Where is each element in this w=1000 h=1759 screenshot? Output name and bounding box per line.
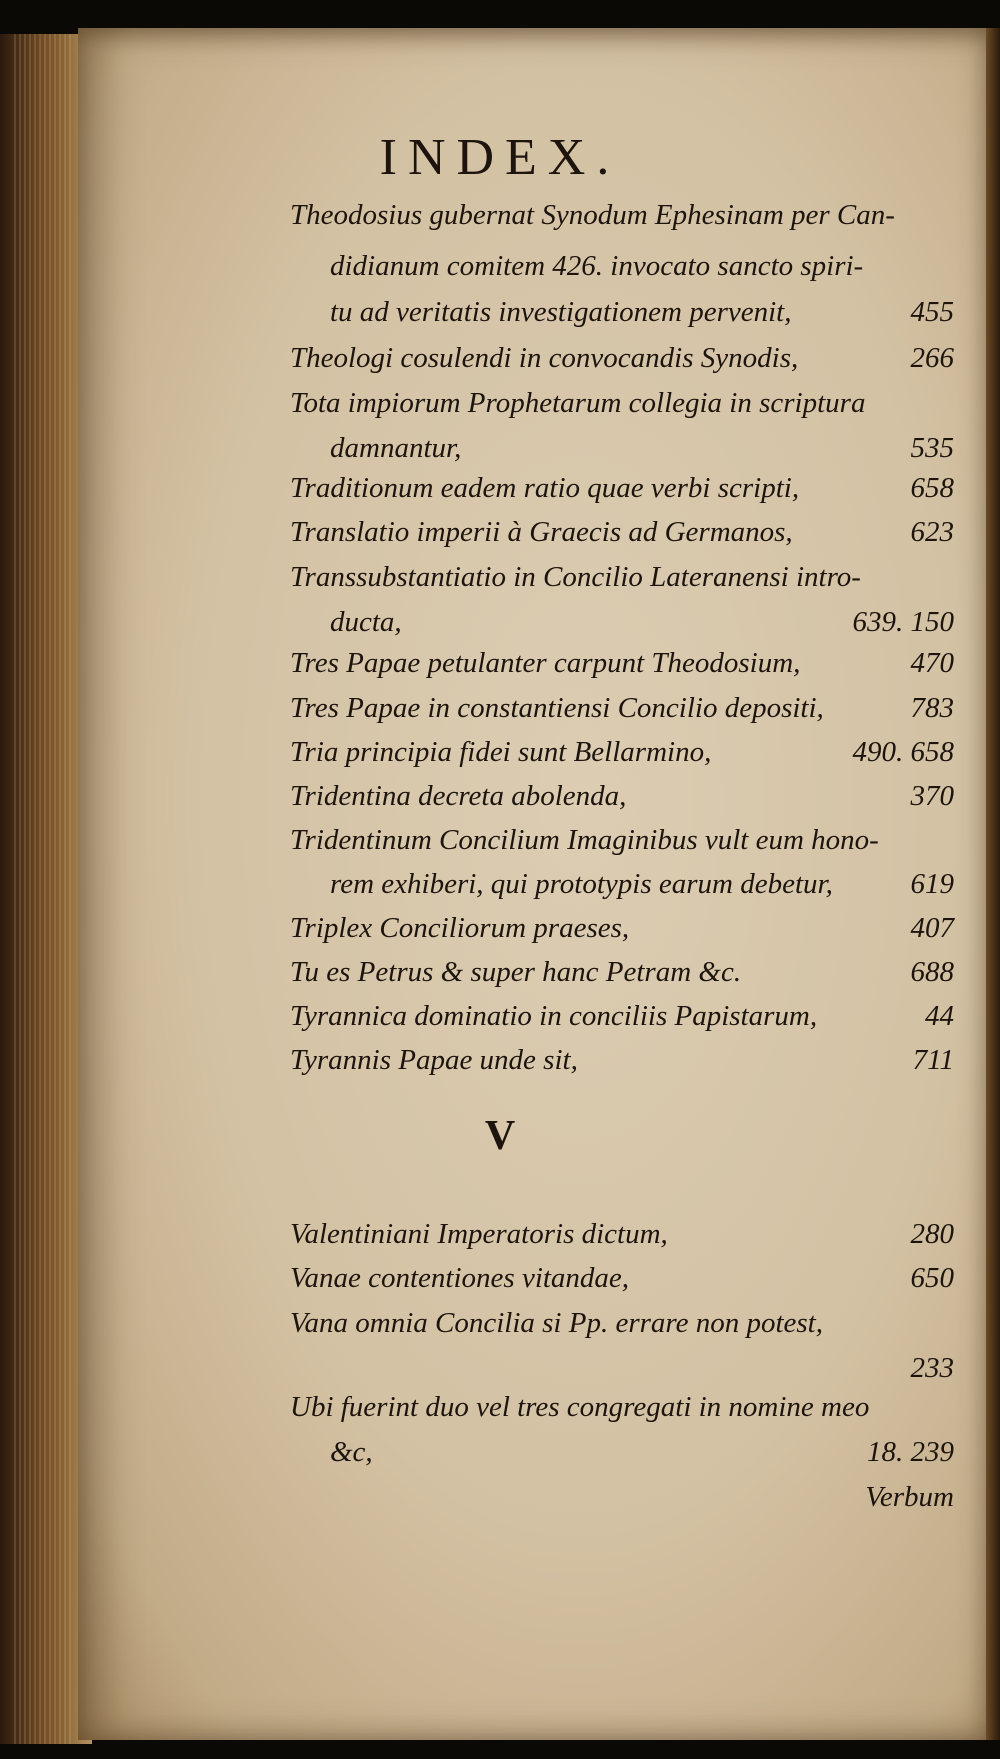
index-line [290,338,954,378]
index-line-page: 266 [910,342,954,374]
index-line [290,557,954,597]
index-line [290,732,954,772]
index-line [330,602,954,642]
index-line-text: Ubi fuerint duo vel tres congregati in nomine meo [290,1391,870,1423]
index-line-text: Transsubstantiatio in Concilio Lateranensi intro- [290,561,861,593]
index-line-text: &c, [330,1436,373,1468]
index-line-text: Tres Papae in constantiensi Concilio depositi, [290,692,824,724]
index-line-text: Triplex Conciliorum praeses, [290,912,630,944]
index-line-page: 658 [910,472,954,504]
index-line-text: Tota impiorum Prophetarum collegia in scriptura [290,387,866,419]
index-line-text: Tridentina decreta abolenda, [290,780,627,812]
index-line-page: 470 [910,647,954,679]
index-line-text: damnantur, [330,432,462,464]
index-heading: INDEX. [379,129,621,186]
index-line [330,246,954,286]
index-line [290,820,954,860]
index-line-page: 639. 150 [852,606,954,638]
index-line [330,864,954,904]
index-line-text: Tyrannis Papae unde sit, [290,1044,578,1076]
index-line-text: didianum comitem 426. invocato sancto spiri- [330,250,864,282]
index-line-text: Theologi cosulendi in convocandis Synodis, [290,342,799,374]
index-line [330,292,954,332]
index-line-text: rem exhiberi, qui prototypis earum debetur, [330,868,833,900]
index-line-text: ducta, [330,606,402,638]
index-line-page: 783 [910,692,954,724]
index-line-page: 688 [910,956,954,988]
index-line-page: 623 [910,516,954,548]
index-line-text: Vana omnia Concilia si Pp. errare non potest, [290,1307,823,1339]
index-line-page: 455 [910,296,954,328]
index-line [290,1387,954,1427]
index-line-page: 370 [910,780,954,812]
index-line [290,952,954,992]
index-line-text: Valentiniani Imperatoris dictum, [290,1218,668,1250]
index-line [290,996,954,1036]
index-line [290,1303,954,1343]
index-line [330,1432,954,1472]
index-line [290,1348,954,1388]
index-line [290,908,954,948]
index-line-page: 619 [910,868,954,900]
index-line-page: 535 [910,432,954,464]
index-line [290,468,954,508]
index-line-page: 407 [910,912,954,944]
index-line [290,383,954,423]
index-line-text: Translatio imperii à Graecis ad Germanos, [290,516,793,548]
index-line [290,1214,954,1254]
index-line-page: 18. 239 [867,1436,954,1468]
catchword: Verbum [865,1481,954,1513]
index-line [290,688,954,728]
index-line-text: Traditionum eadem ratio quae verbi scripti, [290,472,800,504]
index-line-text: tu ad veritatis investigationem pervenit, [330,296,792,328]
index-line [290,512,954,552]
index-line-text: Theodosius gubernat Synodum Ephesinam per Can- [290,199,895,231]
catchword-line [290,1477,954,1517]
index-line-page: 490. 658 [852,736,954,768]
index-line-page: 650 [910,1262,954,1294]
index-line [330,428,954,468]
index-line [290,1040,954,1080]
index-line-text: Tria principia fidei sunt Bellarmino, [290,736,712,768]
index-line [290,1258,954,1298]
index-line-text: Tu es Petrus & super hanc Petram &c. [290,956,742,988]
index-line-text: Tres Papae petulanter carpunt Theodosium, [290,647,801,679]
index-line-text: Vanae contentiones vitandae, [290,1262,630,1294]
section-heading-v: V [484,1113,516,1159]
index-line-text: Tyrannica dominatio in conciliis Papistarum, [290,1000,818,1032]
index-line [290,643,954,683]
index-line [290,776,954,816]
index-line-page: 280 [910,1218,954,1250]
index-line [290,195,954,235]
index-line-page: 711 [912,1044,954,1076]
index-line-page: 44 [925,1000,954,1032]
index-line-text: Tridentinum Concilium Imaginibus vult eum hono- [290,824,879,856]
index-line-page: 233 [910,1352,954,1384]
